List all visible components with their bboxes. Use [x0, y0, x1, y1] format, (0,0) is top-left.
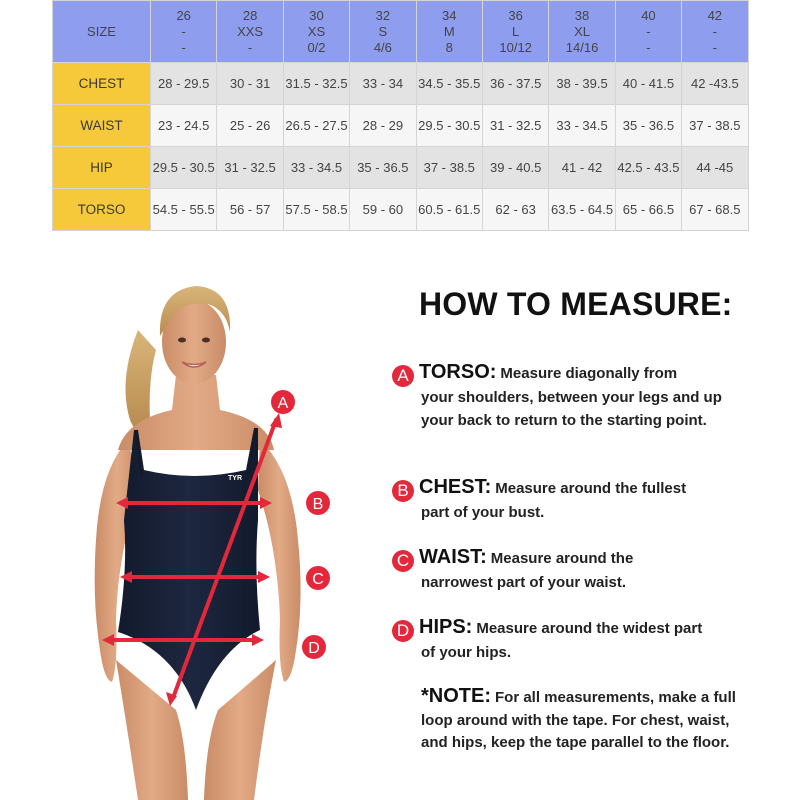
measurement-value: 34.5 - 35.5: [416, 63, 482, 105]
size-youth: 14/16: [565, 39, 599, 55]
measurement-value: 33 - 34: [350, 63, 416, 105]
size-num: 38: [574, 7, 590, 23]
size-youth: -: [247, 39, 253, 55]
svg-text:B: B: [312, 496, 324, 513]
instruction-hips: [392, 616, 732, 665]
size-num: 30: [309, 7, 324, 23]
marker-b-icon: [306, 491, 330, 515]
measurement-row-chest: [53, 63, 749, 105]
size-header-cell: [151, 1, 217, 63]
how-to-measure-title: HOW TO MEASURE:: [419, 286, 733, 322]
size-youth: -: [181, 39, 186, 55]
measurement-value: 41 - 42: [549, 147, 615, 189]
size-letter: XL: [574, 23, 590, 39]
svg-text:D: D: [308, 640, 320, 657]
measurement-value: 62 - 63: [482, 189, 548, 231]
measurement-value: 67 - 68.5: [682, 189, 748, 231]
measurement-label: TORSO: [53, 189, 151, 231]
measurement-value: 39 - 40.5: [482, 147, 548, 189]
instruction-text: Measure around the: [490, 550, 634, 567]
instruction-text-rest: your shoulders, between your legs and up your back to return to the starting point.: [421, 389, 722, 429]
measurement-value: 57.5 - 58.5: [283, 189, 349, 231]
measurement-value: 23 - 24.5: [151, 105, 217, 147]
size-youth: -: [646, 39, 651, 55]
instruction-term: WAIST:: [419, 546, 487, 568]
measurement-value: 30 - 31: [217, 63, 283, 105]
size-letter: XXS: [237, 23, 264, 39]
svg-text:C: C: [312, 571, 324, 588]
size-header-label: SIZE: [53, 1, 151, 63]
measurement-label: HIP: [53, 147, 151, 189]
measurement-value: 63.5 - 64.5: [549, 189, 615, 231]
size-letter: M: [443, 23, 455, 39]
measurement-value: 31.5 - 32.5: [283, 63, 349, 105]
measurement-value: 29.5 - 30.5: [151, 147, 217, 189]
size-header-cell: [350, 1, 416, 63]
measurement-value: 56 - 57: [217, 189, 283, 231]
size-num: 42: [707, 7, 723, 23]
size-num: 28: [242, 7, 258, 23]
size-header-row: [53, 1, 749, 63]
measurement-row-waist: [53, 105, 749, 147]
size-num: 34: [442, 7, 457, 23]
measurement-value: 25 - 26: [217, 105, 283, 147]
marker-c-icon: [306, 566, 330, 590]
size-youth: 10/12: [499, 39, 532, 55]
instruction-term: TORSO:: [419, 361, 497, 383]
measurement-label: CHEST: [53, 63, 151, 105]
measurement-value: 28 - 29.5: [151, 63, 217, 105]
size-letter: -: [646, 23, 651, 39]
measurement-value: 33 - 34.5: [283, 147, 349, 189]
svg-text:A: A: [277, 395, 289, 412]
marker-d-icon: D: [392, 620, 414, 642]
size-letter: L: [512, 23, 520, 39]
tyr-logo: TYR: [228, 475, 242, 482]
measurement-label: WAIST: [53, 105, 151, 147]
instruction-waist: [392, 546, 732, 595]
measurement-value: 29.5 - 30.5: [416, 105, 482, 147]
size-num: 40: [641, 7, 656, 23]
size-header-cell: [482, 1, 548, 63]
size-header-cell: [682, 1, 748, 63]
size-youth: -: [712, 39, 717, 55]
measurement-value: 40 - 41.5: [615, 63, 681, 105]
note-text: For all measurements, make a full loop around with the tape. For chest, waist, and hips, keep the tape parallel to the floor.: [421, 689, 736, 751]
measurement-value: 59 - 60: [350, 189, 416, 231]
size-youth: 4/6: [373, 39, 392, 55]
measurement-value: 44 -45: [682, 147, 748, 189]
size-letter: XS: [307, 23, 326, 39]
instruction-text: Measure around the widest part: [476, 620, 703, 637]
note-term: *NOTE:: [421, 685, 491, 707]
measurement-note: [421, 685, 741, 755]
size-num: 32: [375, 7, 391, 23]
measurement-value: 42 -43.5: [682, 63, 748, 105]
size-youth: 0/2: [307, 39, 326, 55]
size-num: 26: [176, 7, 191, 23]
size-youth: 8: [445, 39, 453, 55]
measurement-value: 28 - 29: [350, 105, 416, 147]
instruction-term: HIPS:: [419, 616, 473, 638]
size-header-cell: [217, 1, 283, 63]
instruction-torso: [392, 361, 732, 432]
measurement-value: 35 - 36.5: [350, 147, 416, 189]
measurement-value: 37 - 38.5: [682, 105, 748, 147]
marker-d-icon: [302, 635, 326, 659]
measurement-value: 35 - 36.5: [615, 105, 681, 147]
size-chart-table: [52, 0, 749, 231]
marker-a-icon: A: [392, 365, 414, 387]
instruction-chest: [392, 476, 732, 525]
size-header-cell: [416, 1, 482, 63]
size-letter: S: [378, 23, 388, 39]
measurement-value: 60.5 - 61.5: [416, 189, 482, 231]
measurement-value: 31 - 32.5: [217, 147, 283, 189]
model-illustration: [78, 270, 368, 800]
instruction-text: Measure diagonally from: [500, 365, 678, 382]
measurement-value: 54.5 - 55.5: [151, 189, 217, 231]
instruction-text-rest: part of your bust.: [421, 504, 545, 521]
size-letter: -: [712, 23, 717, 39]
measurement-value: 26.5 - 27.5: [283, 105, 349, 147]
measurement-value: 31 - 32.5: [482, 105, 548, 147]
size-header-cell: [615, 1, 681, 63]
measurement-value: 65 - 66.5: [615, 189, 681, 231]
measurement-value: 37 - 38.5: [416, 147, 482, 189]
instruction-term: CHEST:: [419, 476, 492, 498]
measurement-row-hip: [53, 147, 749, 189]
model-photo: [78, 270, 368, 800]
marker-a-icon: [271, 390, 295, 414]
instruction-text-rest: narrowest part of your waist.: [421, 574, 627, 591]
measurement-row-torso: [53, 189, 749, 231]
size-num: 36: [508, 7, 523, 23]
measurement-value: 36 - 37.5: [482, 63, 548, 105]
marker-c-icon: C: [392, 550, 414, 572]
measurement-value: 33 - 34.5: [549, 105, 615, 147]
size-header-cell: [283, 1, 349, 63]
size-header-cell: [549, 1, 615, 63]
marker-b-icon: B: [392, 480, 414, 502]
instruction-text: Measure around the fullest: [495, 480, 687, 497]
measurement-value: 42.5 - 43.5: [615, 147, 681, 189]
instruction-text-rest: of your hips.: [421, 644, 511, 661]
size-letter: -: [181, 23, 186, 39]
measurement-value: 38 - 39.5: [549, 63, 615, 105]
